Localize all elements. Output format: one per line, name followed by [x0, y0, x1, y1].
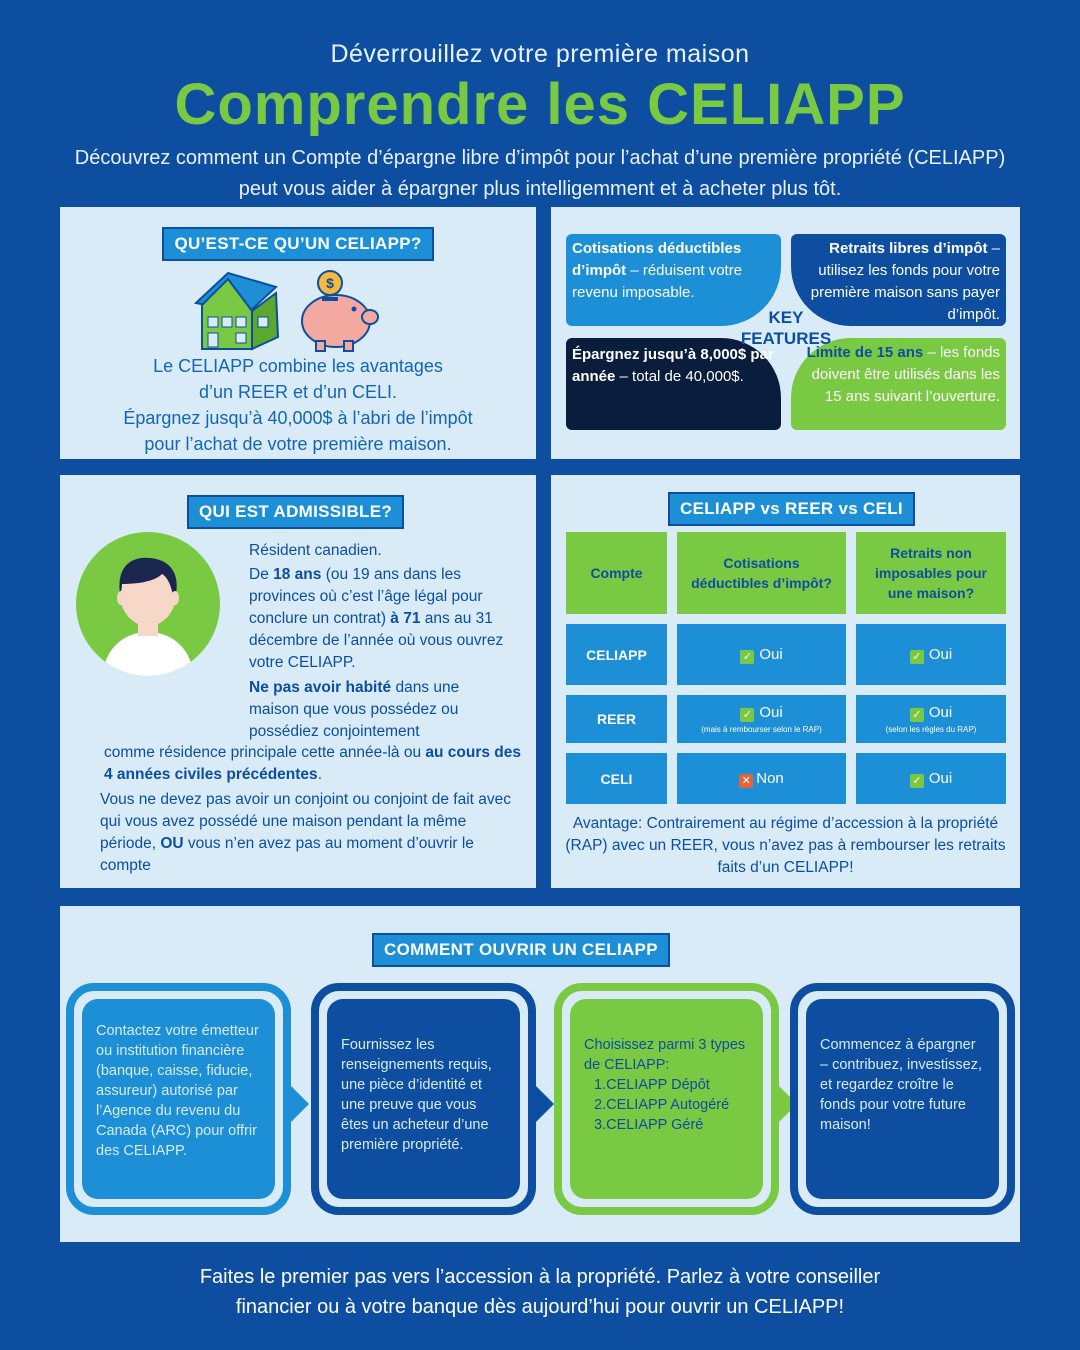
how-to-open-heading: COMMENT OUVRIR UN CELIAPP [372, 933, 670, 967]
piggy-bank-icon [292, 269, 382, 353]
person-avatar-icon [76, 532, 220, 676]
cell-celiapp-withdrawals: ✓ Oui [856, 624, 1006, 685]
step-1-text: Contactez votre émetteur ou institution financière (banque, caisse, fiducie, assureur) autorisé par l’Agence du revenu du Canada (ARC) pour offrir des CELIAPP. [82, 999, 275, 1199]
eligibility-age: De 18 ans (ou 19 ans dans les provinces où c’est l’âge légal pour conclure un contrat) à 71 ans au 31 décembre de l’année où vous ouvrez votre CELIAPP. [249, 566, 504, 671]
row-label-celi: CELI [566, 753, 667, 804]
comparison-panel [551, 475, 1020, 888]
col-header-withdrawals: Retraits non imposables pour une maison? [856, 532, 1006, 614]
how-to-open-panel [60, 906, 1020, 1242]
check-icon: ✓ [910, 774, 924, 788]
row-label-celiapp: CELIAPP [566, 624, 667, 685]
step-4 [790, 983, 1015, 1215]
footer-cta: Faites le premier pas vers l’accession à la propriété. Parlez à votre conseiller financier ou à votre banque dès aujourd’hui pour ouvrir un CELIAPP! [199, 1266, 881, 1318]
house-icon [188, 265, 288, 353]
key-features-panel [551, 207, 1020, 459]
key-features-label: KEY FEATURES [740, 308, 832, 348]
comparison-heading: CELIAPP vs REER vs CELI [668, 492, 915, 526]
svg-text:$: $ [326, 275, 334, 291]
intro-text: Découvrez comment un Compte d’épargne libre d’impôt pour l’achat d’une première propriété (CELIAPP) peut vous aider à épargner plus intelligemment et à acheter plus tôt. [74, 147, 1006, 200]
check-icon: ✓ [910, 708, 924, 722]
eligibility-spouse: Vous ne devez pas avoir un conjoint ou conjoint de fait avec qui vous avez possédé une maison pendant la même période, OU vous n’en avez pas au moment d’ouvrir le compte [100, 791, 512, 874]
eligibility-panel [60, 475, 536, 888]
step-4-text: Commencez à épargner – contribuez, investissez, et regardez croître le fonds pour votre future maison! [806, 999, 999, 1199]
step-3 [554, 983, 779, 1215]
arrow-right-icon [536, 1086, 554, 1122]
cell-reer-deductible: ✓ Oui (mais à rembourser selon le RAP) [677, 695, 846, 743]
header [0, 40, 1080, 205]
what-is-description: Le CELIAPP combine les avantages d’un REER et d’un CELI. Épargnez jusqu’à 40,000$ à l’abri de l’impôt pour l’achat de votre première maison. [123, 356, 473, 454]
eligibility-resident: Résident canadien. [249, 542, 382, 559]
feature-tax-deductible: Cotisations déductibles d’impôt – réduisent votre revenu imposable. [566, 234, 781, 326]
cell-celiapp-deductible: ✓ Oui [677, 624, 846, 685]
what-is-panel [60, 207, 536, 459]
kicker: Déverrouillez votre première maison [330, 40, 750, 68]
cross-icon: ✕ [739, 774, 753, 788]
feature-15-year-limit: Limite de 15 ans – les fonds doivent être utilisés dans les 15 ans suivant l’ouverture. [791, 338, 1006, 430]
eligibility-residence: Ne pas avoir habité dans une maison que vous possédez ou possédiez conjointement [249, 679, 460, 740]
step-1 [66, 983, 291, 1215]
eligibility-residence-cont: comme résidence principale cette année-là ou au cours des 4 années civiles précédentes. [104, 744, 522, 783]
what-is-heading: QU’EST-CE QU’UN CELIAPP? [162, 227, 433, 261]
check-icon: ✓ [910, 650, 924, 664]
cell-celi-withdrawals: ✓ Oui [856, 753, 1006, 804]
check-icon: ✓ [740, 708, 754, 722]
feature-annual-limit: Épargnez jusqu’à 8,000$ par année – total de 40,000$. [566, 338, 781, 430]
step-2 [311, 983, 536, 1215]
check-icon: ✓ [740, 650, 754, 664]
illustration [60, 265, 536, 353]
col-header-deductible: Cotisations déductibles d’impôt? [677, 532, 846, 614]
arrow-right-icon [291, 1086, 309, 1122]
cell-reer-withdrawals: ✓ Oui (selon les règles du RAP) [856, 695, 1006, 743]
step-2-text: Fournissez les renseignements requis, une pièce d’identité et une preuve que vous êtes un acheteur d’une première propriété. [327, 999, 520, 1199]
step-3-text: Choisissez parmi 3 types de CELIAPP: 1.CELIAPP Dépôt 2.CELIAPP Autogéré 3.CELIAPP Géré [570, 999, 763, 1199]
feature-tax-free-withdrawals: Retraits libres d’impôt – utilisez les fonds pour votre première maison sans payer d’impôt. [791, 234, 1006, 326]
col-header-account: Compte [566, 532, 667, 614]
cell-celi-deductible: ✕ Non [677, 753, 846, 804]
eligibility-heading: QUI EST ADMISSIBLE? [187, 495, 404, 529]
page-title: Comprendre les CELIAPP [174, 72, 906, 137]
comparison-note: Avantage: Contrairement au régime d’accession à la propriété (RAP) avec un REER, vous n’avez pas à rembourser les retraits faits d’un CELIAPP! [565, 815, 1006, 876]
row-label-reer: REER [566, 695, 667, 743]
